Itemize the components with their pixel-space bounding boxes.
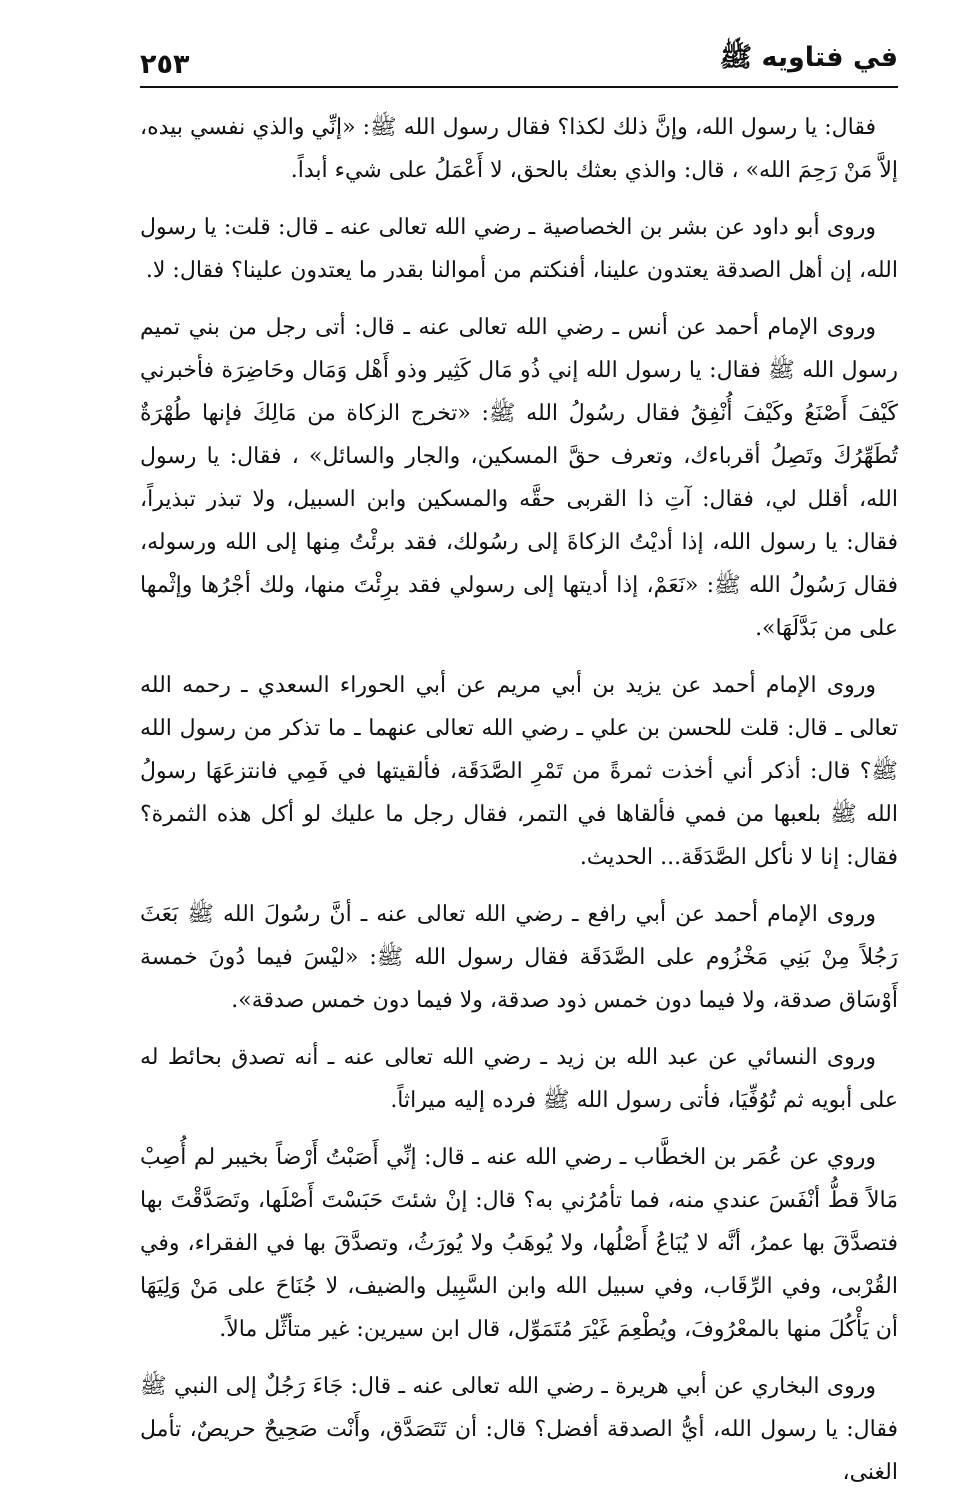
paragraph-5: وروى الإمام أحمد عن أبي رافع ـ رضي الله تعالى عنه ـ أنَّ رسُولَ الله ﷺ بَعَثَ رَجُلاً مِنْ بَنِي مَخْزُوم على الصَّدَقَة فقال رسول الله ﷺ: «ليْسَ فيما دُونَ خمسة أَوْسَاق صدقة، ولا فيما دون خمس ذود صدقة، ولا فيما دون خمس صدقة». <box>140 902 898 1013</box>
running-title: في فتاويه ﷺ <box>719 42 898 73</box>
paragraph-8: وروى البخاري عن أبي هريرة ـ رضي الله تعالى عنه ـ قال: جَاءَ رَجُلٌ إلى النبي ﷺ فقال: يا رسول الله، أيُّ الصدقة أفضل؟ قال: أن تَتَصَدَّق، وأَنْت صَحِيحٌ حريصٌ، تأمل الغنى، <box>140 1374 898 1485</box>
body-text <box>140 106 898 1494</box>
paragraph-7: وروي عن عُمَر بن الخطَّاب ـ رضي الله عنه ـ قال: إنِّي أَصَبْتُ أَرْضاً بخيبر لم أُصِبْ مَالاً قطُّ أنْفَسَ عندي منه، فما تأمُرُني به؟ قال: إنْ شئتَ حَبَسْتَ أَصْلَها، وتَصَدَّقْتَ بها فتصدَّقَ بها عمرُ، أنَّه لا يُبَاعُ أَصْلُها، ولا يُوهَبُ ولا يُورَثُ، وتصدَّقَ بها في الفقراء، وفي القُرْبى، وفي الرِّقَاب، وفي سبيل الله وابن السَّبِيل والضيف، لا جُنَاحَ على مَنْ وَلِيَهَا أن يَأْكُلَ منها بالمعْرُوفَ، ويُطْعِمَ غَيْرَ مُتَمَوِّل، قال ابن سيرين: غير متأثِّل مالاً. <box>140 1145 898 1342</box>
running-header <box>140 40 898 88</box>
paragraph-4: وروى الإمام أحمد عن يزيد بن أبي مريم عن أبي الحوراء السعدي ـ رحمه الله تعالى ـ قال: قلت للحسن بن علي ـ رضي الله تعالى عنهما ـ ما تذكر من رسول الله ﷺ؟ قال: أذكر أني أخذت ثمرةً من تَمْرِ الصَّدَقَة، فألقيتها في فَمِي فانتزعَهَا رسولُ الله ﷺ بلعبها من فمي فألقاها في التمر، فقال رجل ما عليك لو أكل هذه الثمرة؟ فقال: إنا لا نأكل الصَّدَقَة... الحديث. <box>140 673 898 870</box>
book-page <box>140 40 898 1485</box>
paragraph-1: فقال: يا رسول الله، وإنَّ ذلك لكذا؟ فقال رسول الله ﷺ: «إنِّي والذي نفسي بيده، إلاَّ مَنْ رَحِمَ الله» ، قال: والذي بعثك بالحق، لا أَعْمَلُ على شيء أبداً. <box>140 115 898 183</box>
paragraph-6: وروى النسائي عن عبد الله بن زيد ـ رضي الله تعالى عنه ـ أنه تصدق بحائط له على أبويه ثم تُوُفِّيَا، فأتى رسول الله ﷺ فرده إليه ميراثاً. <box>140 1045 898 1113</box>
page-number: ٢٥٣ <box>140 49 190 80</box>
paragraph-3: وروى الإمام أحمد عن أنس ـ رضي الله تعالى عنه ـ قال: أتى رجل من بني تميم رسول الله ﷺ فقال: يا رسول الله إني ذُو مَال كَثِير وذو أَهْل وَمَال وحَاضِرَة فأخبرني كَيْفَ أَصْنَعُ وكَيْفَ أُنْفِقُ فقال رسُولُ الله ﷺ: «تخرج الزكاة من مَالِكَ فإنها طُهْرَةٌ تُطَهِّرُكَ وتَصِلُ أقرباءك، وتعرف حقَّ المسكين، والجار والسائل» ، فقال: يا رسول الله، أقلل لي، فقال: آتِ ذا القربى حقَّه والمسكين وابن السبيل، ولا تبذر تبذيراً، فقال: يا رسول الله، إذا أديْتُ الزكاةَ إلى رسُولك، فقد برئْتُ مِنها إلى الله ورسوله، فقال رَسُولُ الله ﷺ: «نَعَمْ، إذا أديتها إلى رسولي فقد برِئْتَ منها، ولك أجْرُها وإثْمها على من بَدَّلَهَا». <box>140 315 898 641</box>
paragraph-2: وروى أبو داود عن بشر بن الخصاصية ـ رضي الله تعالى عنه ـ قال: قلت: يا رسول الله، إن أهل الصدقة يعتدون علينا، أفنكتم من أموالنا بقدر ما يعتدون علينا؟ فقال: لا. <box>140 215 898 283</box>
